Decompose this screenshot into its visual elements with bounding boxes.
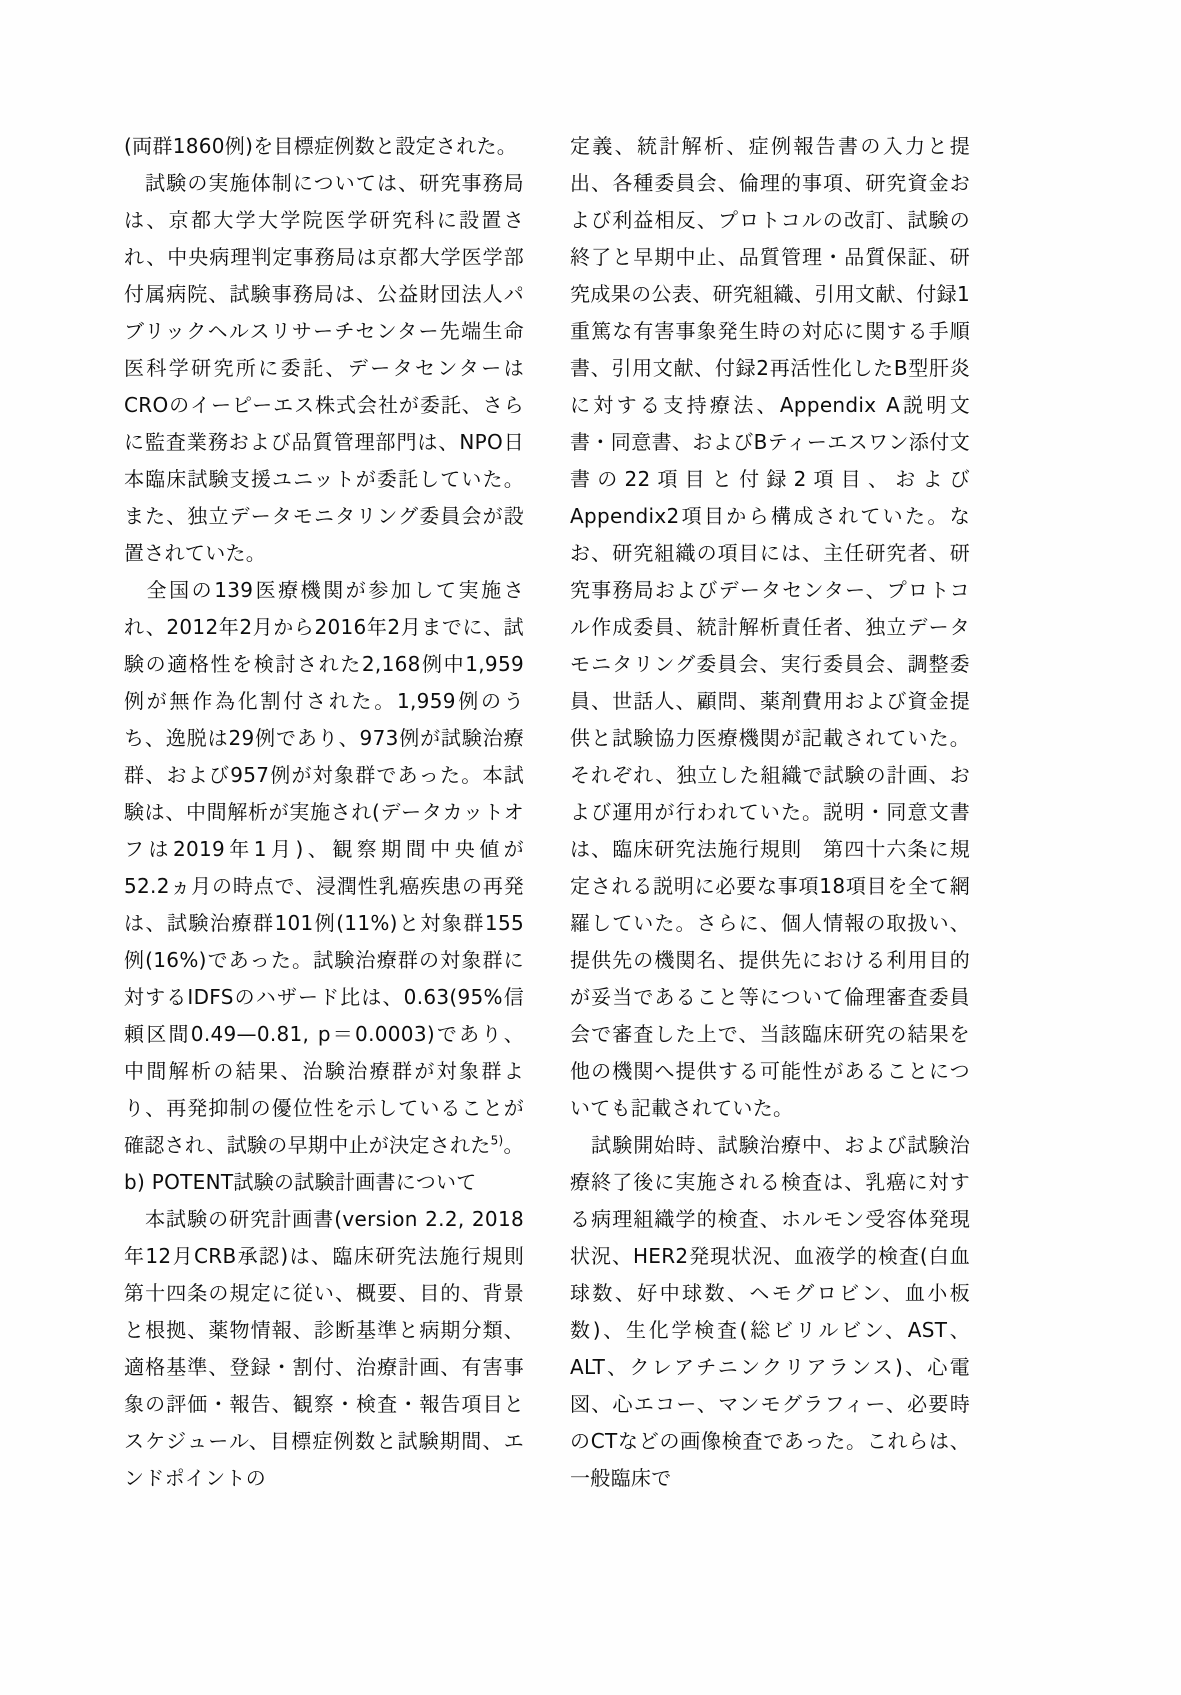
paragraph-text: 全国の139医療機関が参加して実施され、2012年2月から2016年2月までに、試験の適格性を検討された2,168例中1,959例が無作為化割付された。1,959例のうち、逸脱は29例であり、973例が試験治療群、および957例が対象群であった。本試験は、中間解析が実施され(データカットオフは2019年1月)、観察期間中央値が52.2ヵ月の時点で、浸潤性乳癌疾患の再発は、試験治療群101例(11%)と対象群155例(16%)であった。試験治療群の対象群に対するIDFSのハザード比は、0.63(95%信頼区間0.49—0.81, p＝0.0003)であり、中間解析の結果、治験治療群が対象群より、再発抑制の優位性を示していることが確認され、試験の早期中止が決定された [124, 578, 524, 1157]
paragraph-protocol-description: 本試験の研究計画書(version 2.2, 2018年12月CRB承認)は、臨床研究法施行規則 第十四条の規定に従い、概要、目的、背景と根拠、薬物情報、診断基準と病期分類、適格基準、登録・割付、治療計画、有害事象の評価・報告、観察・検査・報告項目とスケジュール、目標症例数と試験期間、エンドポイントの [124, 1207, 545, 1490]
paragraph-text: 。 [503, 1133, 524, 1157]
paragraph-trial-organization: 試験の実施体制については、研究事務局は、京都大学大学院医学研究科に設置され、中央病理判定事務局は京都大学医学部付属病院、試験事務局は、公益財団法人パブリックヘルスリサーチセンター先端生命医科学研究所に委託、データセンターはCROのイーピーエス株式会社が委託、さらに監査業務および品質管理部門は、NPO日本臨床試験支援ユニットが委託していた。また、独立データモニタリング委員会が設置されていた。 [124, 171, 524, 565]
paragraph-trial-results [124, 572, 524, 1164]
paragraph-protocol-contents: 定義、統計解析、症例報告書の入力と提出、各種委員会、倫理的事項、研究資金および利益相反、プロトコルの改訂、試験の終了と早期中止、品質管理・品質保証、研究成果の公表、研究組織、引用文献、付録1重篤な有害事象発生時の対応に関する手順書、引用文献、付録2再活性化したB型肝炎に対する支持療法、Appendix A説明文書・同意書、およびBティーエスワン添付文書の22項目と付録2項目、およびAppendix2項目から構成されていた。なお、研究組織の項目には、主任研究者、研究事務局およびデータセンター、プロトコル作成委員、統計解析責任者、独立データモニタリング委員会、実行委員会、調整委員、世話人、顧問、薬剤費用および資金提供と試験協力医療機関が記載されていた。それぞれ、独立した組織で試験の計画、および運用が行われていた。説明・同意文書は、臨床研究法施行規則 第四十六条に規定される説明に必要な事項18項目を全て網羅していた。さらに、個人情報の取扱い、提供先の機関名、提供先における利用目的が妥当であること等について倫理審査委員会で審査した上で、当該臨床研究の結果を他の機関へ提供する可能性があることについても記載されていた。 [570, 134, 970, 1120]
footnote-reference: 5) [490, 1133, 504, 1148]
section-heading-b: b) POTENT試験の試験計画書について [124, 1170, 477, 1194]
right-column [570, 128, 970, 1497]
paragraph-examinations: 試験開始時、試験治療中、および試験治療終了後に実施される検査は、乳癌に対する病理組織学的検査、ホルモン受容体発現状況、HER2発現状況、血液学的検査(白血球数、好中球数、ヘモグロビン、血小板数)、生化学検査(総ビリルビン、AST、ALT、クレアチニンクリアランス)、心電図、心エコー、マンモグラフィー、必要時のCTなどの画像検査であった。これらは、一般臨床で [570, 1133, 970, 1490]
left-column [124, 128, 545, 1497]
paragraph-continuation: (両群1860例)を目標症例数と設定された。 [124, 134, 518, 158]
